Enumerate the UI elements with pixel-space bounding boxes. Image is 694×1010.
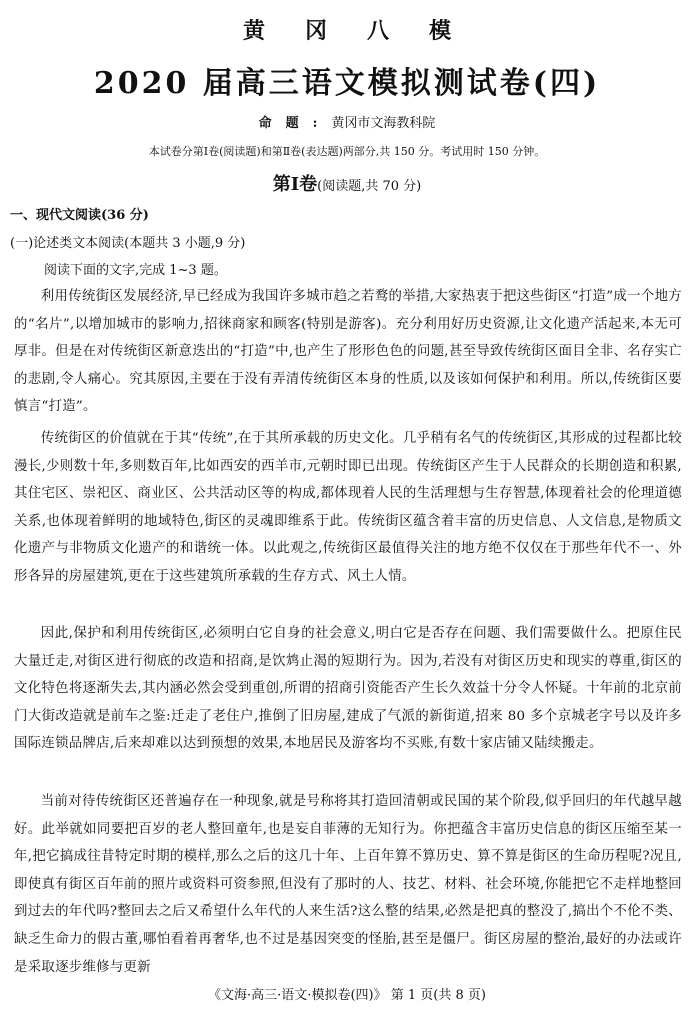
volume-title: 第Ⅰ卷 (272, 174, 318, 195)
section-title: 一、现代文阅读(36 分) (10, 208, 149, 223)
setter-label: 命题: (258, 116, 332, 131)
setter-value: 黄冈市文海教科院 (331, 116, 436, 131)
page-footer: 《文海·高三·语文·模拟卷(四)》 第 1 页(共 8 页) (208, 988, 486, 1003)
article-paragraph: 传统街区的价值就在于其“传统”,在于其所承载的历史文化。几乎稍有名气的传统街区,其形成的过程都比较漫长,少则数十年,多则数百年,比如西安的西羊市,元朝时即已出现。传统街区产生于人民群众的长期创造和积累,其住宅区、崇祀区、商业区、公共活动区等的构成,都体现着人民的生活理想与生存智慧,体现着社会的伦理道德关系,也体现着鲜明的地域特色,街区的灵魂即维系于此。传统街区蕴含着丰富的历史信息、人文信息,是物质文化遗产与非物质文化遗产的和谐统一体。以此观之,传统街区最值得关注的地方绝不仅仅在于那些年代不一、外形各异的房屋建筑,更在于这些建筑所承载的生存方式、风土人情。 (14, 431, 682, 584)
exam-title: 2020 届高三语文模拟测试卷(四) (93, 66, 601, 101)
series-title: 黄冈八模 (242, 18, 491, 44)
article-paragraph: 当前对待传统街区还普遍存在一种现象,就是号称将其打造回清朝或民国的某个阶段,似乎回归的年代越早越好。此举就如同要把百岁的老人整回童年,也是妄自菲薄的无知行为。你把蕴含丰富历史信息的街区压缩至某一年,把它搞成往昔特定时期的模样,那么之后的这几十年、上百年算不算历史、算不算是街区的生命历程呢?况且,即使真有街区百年前的照片或资料可资参照,但没有了那时的人、技艺、材料、社会环境,你能把它不走样地整回到过去的年代吗?整回去之后又希望什么年代的人来生活?这么整的结果,必然是把真的整没了,搞出个不伦不类、缺乏生命力的假古董,哪怕看着再奢华,也不过是基因突变的怪胎,甚至是僵尸。街区房屋的整治,最好的办法或许是采取逐步维修与更新 (14, 794, 682, 975)
setter-line (0, 112, 694, 131)
volume-heading (0, 170, 694, 196)
article-paragraph: 利用传统街区发展经济,早已经成为我国许多城市趋之若鹜的举措,大家热衷于把这些街区“打造”成一个地方的“名片”,以增加城市的影响力,招徕商家和顾客(特别是游客)。充分利用好历史资源,让文化遗产活起来,本无可厚非。但是在对传统街区新意迭出的“打造”中,也产生了形形色色的问题,甚至导致传统街区面目全非、名存实亡的悲剧,令人痛心。究其原因,主要在于没有弄清传统街区本身的性质,以及该如何保护和利用。所以,传统街区要慎言“打造”。 (14, 289, 682, 415)
reading-instruction: 阅读下面的文字,完成 1~3 题。 (44, 263, 227, 278)
exam-intro: 本试卷分第Ⅰ卷(阅读题)和第Ⅱ卷(表达题)两部分,共 150 分。考试用时 150 分钟。 (148, 145, 546, 158)
article-paragraph: 因此,保护和利用传统街区,必须明白它自身的社会意义,明白它是否存在问题、我们需要做什么。把原住民大量迁走,对街区进行彻底的改造和招商,是饮鸩止渴的短期行为。因为,若没有对街区历史和现实的尊重,街区的文化特色将逐渐失去,其内涵必然会受到重创,所谓的招商引资能否产生长久效益十分令人怀疑。十年前的北京前门大街改造就是前车之鉴:迁走了老住户,推倒了旧房屋,建成了气派的新街道,招来 80 多个京城老字号以及许多国际连锁品牌店,后来却难以达到预想的效果,本地居民及游客均不买账,有数十家店铺又陆续搬走。 (14, 626, 682, 752)
volume-subtitle: (阅读题,共 70 分) (317, 179, 422, 194)
section-subtitle: (一)论述类文本阅读(本题共 3 小题,9 分) (10, 236, 246, 251)
